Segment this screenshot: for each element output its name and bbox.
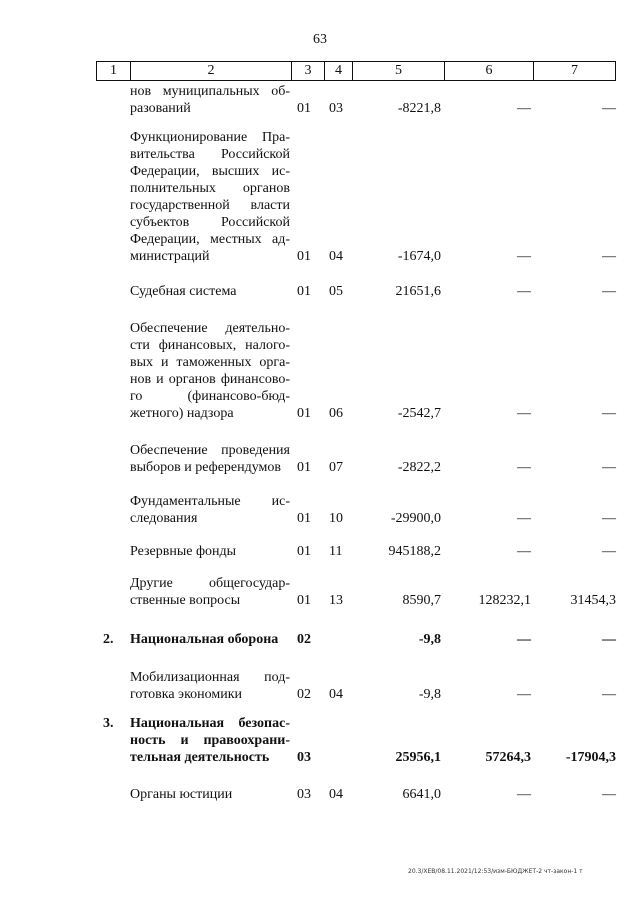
page-number: 63: [313, 32, 327, 47]
subsection-code: 13: [329, 593, 343, 608]
row-title: [130, 715, 290, 766]
subsection-code: 04: [329, 249, 343, 264]
amount-col-6: —: [517, 284, 531, 299]
amount-col-5: -1674,0: [397, 249, 441, 264]
row-title-line: Резервные фонды: [130, 544, 237, 559]
row-title-line: следования: [130, 511, 198, 526]
subsection-code: 04: [329, 787, 343, 802]
section-code: 02: [297, 632, 311, 647]
amount-col-7: —: [602, 544, 616, 559]
amount-col-6: —: [517, 787, 531, 802]
row-title-line: ность и правоохрани-: [130, 733, 290, 748]
amount-col-5: 21651,6: [395, 284, 441, 299]
row-title: [130, 442, 290, 476]
row-title-line: Обеспечение деятельно-: [130, 321, 290, 336]
amount-col-7: —: [602, 249, 616, 264]
row-title-line: Органы юстиции: [130, 787, 233, 802]
amount-col-5: -2542,7: [397, 406, 441, 421]
amount-col-5: -8221,8: [397, 101, 441, 116]
row-title: [130, 83, 290, 117]
row-title-line: выборов и референдумов: [130, 460, 282, 475]
row-title-line: Национальная безопас-: [130, 716, 290, 731]
row-title: [130, 320, 290, 422]
row-title-line: нов муниципальных об-: [130, 84, 290, 99]
row-title-line: вительства Российской: [130, 147, 290, 162]
subsection-code: 04: [329, 687, 343, 702]
row-title-line: ственные вопросы: [130, 593, 241, 608]
row-title-line: разований: [130, 101, 191, 116]
section-code: 01: [297, 249, 311, 264]
amount-col-6: —: [517, 406, 531, 421]
row-title-line: Федерации, высших ис-: [130, 164, 290, 179]
row-title-line: жетного) надзора: [130, 406, 234, 421]
row-title-line: Функционирование Пра-: [130, 130, 290, 145]
amount-col-5: 6641,0: [402, 787, 441, 802]
amount-col-7: -17904,3: [565, 750, 616, 765]
row-title-line: нов и органов финансово-: [130, 372, 290, 387]
row-title-line: Судебная система: [130, 284, 237, 299]
row-title: [130, 575, 290, 609]
amount-col-7: —: [602, 511, 616, 526]
header-col-1: 1: [110, 63, 117, 78]
amount-col-7: —: [602, 787, 616, 802]
section-code: 01: [297, 460, 311, 475]
table-header: [96, 61, 616, 81]
subsection-code: 10: [329, 511, 343, 526]
header-col-3: 3: [291, 62, 324, 80]
subsection-code: 11: [329, 544, 343, 559]
row-title: [130, 543, 290, 560]
header-col-7: 7: [533, 62, 615, 80]
amount-col-6: —: [517, 460, 531, 475]
section-code: 02: [297, 687, 311, 702]
row-title: [130, 283, 290, 300]
section-code: 01: [297, 284, 311, 299]
section-code: 03: [297, 750, 311, 765]
amount-col-5: 945188,2: [388, 544, 441, 559]
amount-col-7: 31454,3: [570, 593, 616, 608]
amount-col-7: —: [602, 460, 616, 475]
amount-col-5: 8590,7: [402, 593, 441, 608]
amount-col-5: -9,8: [418, 632, 441, 647]
section-code: 01: [297, 406, 311, 421]
amount-col-6: 57264,3: [485, 750, 531, 765]
amount-col-6: —: [517, 687, 531, 702]
row-title-line: Другие общегосудар-: [130, 576, 290, 591]
amount-col-6: 128232,1: [478, 593, 531, 608]
amount-col-5: -2822,2: [397, 460, 441, 475]
row-title-line: вых и таможенных орга-: [130, 355, 290, 370]
subsection-code: 03: [329, 101, 343, 116]
header-col-2: 2: [130, 62, 291, 80]
row-title: [130, 786, 290, 803]
amount-col-7: —: [602, 101, 616, 116]
row-number: 3.: [103, 716, 114, 731]
row-title-line: Мобилизационная под-: [130, 670, 290, 685]
amount-col-6: —: [517, 249, 531, 264]
row-title-line: министраций: [130, 249, 210, 264]
row-title: [130, 493, 290, 527]
amount-col-5: 25956,1: [395, 750, 441, 765]
row-title-line: полнительных органов: [130, 181, 290, 196]
row-title: [130, 669, 290, 703]
amount-col-6: —: [517, 632, 531, 647]
section-code: 01: [297, 544, 311, 559]
row-title-line: го (финансово-бюд-: [130, 389, 290, 404]
row-title-line: Национальная оборона: [130, 632, 279, 647]
row-number: 2.: [103, 632, 114, 647]
amount-col-5: -9,8: [418, 687, 441, 702]
row-title-line: тельная деятельность: [130, 750, 270, 765]
section-code: 01: [297, 101, 311, 116]
amount-col-7: —: [602, 632, 616, 647]
amount-col-7: —: [602, 284, 616, 299]
amount-col-6: —: [517, 544, 531, 559]
section-code: 03: [297, 787, 311, 802]
amount-col-7: —: [602, 406, 616, 421]
section-code: 01: [297, 593, 311, 608]
amount-col-6: —: [517, 101, 531, 116]
header-col-6: 6: [444, 62, 533, 80]
amount-col-6: —: [517, 511, 531, 526]
footer-stamp: 20.3/ХЕВ/08.11.2021/12:53/изм-БЮДЖЕТ-2 чт-закон-1 т: [408, 868, 583, 875]
row-title-line: государственной власти: [130, 198, 290, 213]
row-title: [130, 631, 290, 648]
subsection-code: 07: [329, 460, 343, 475]
row-title-line: субъектов Российской: [130, 215, 290, 230]
amount-col-7: —: [602, 687, 616, 702]
section-code: 01: [297, 511, 311, 526]
row-title-line: сти финансовых, налого-: [130, 338, 290, 353]
header-col-4: 4: [324, 62, 352, 80]
header-col-5: 5: [352, 62, 444, 80]
amount-col-5: -29900,0: [390, 511, 441, 526]
row-title-line: Фундаментальные ис-: [130, 494, 290, 509]
row-title-line: Обеспечение проведения: [130, 443, 290, 458]
subsection-code: 05: [329, 284, 343, 299]
row-title-line: Федерации, местных ад-: [130, 232, 290, 247]
subsection-code: 06: [329, 406, 343, 421]
row-title-line: готовка экономики: [130, 687, 243, 702]
row-title: [130, 129, 290, 265]
